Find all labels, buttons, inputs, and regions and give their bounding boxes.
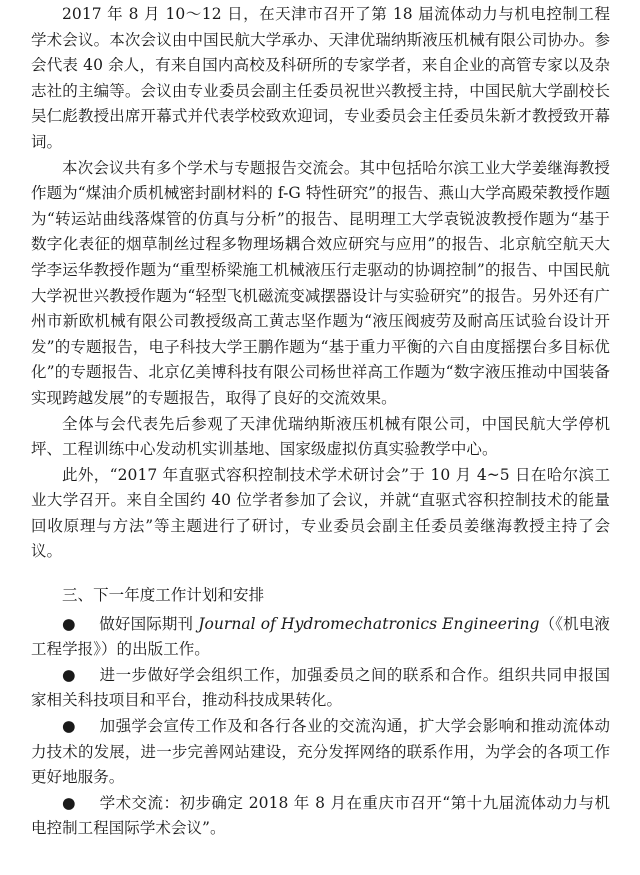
bullet-icon: ● — [62, 717, 76, 736]
bullet-text-before: 做好国际期刊 — [99, 614, 199, 633]
paragraph-conference-overview: 2017 年 8 月 10～12 日，在天津市召开了第 18 届流体动力与机电控制工程学术会议。本次会议由中国民航大学承办、天津优瑞纳斯液压机械有限公司协办。参会代表 40 余人，有来自国内高校及科研所的专家学者，来自企业的高管专家以及杂志社的主编等。会议由专业委员会副主任委员祝世兴教授主持，中国民航大学副校长吴仁彪教授出席开幕式并代表学校致欢迎词，专业委员会主任委员朱新才教授致开幕词。 — [31, 5, 610, 151]
paragraph-seminar: 此外，“2017 年直驱式容积控制技术学术研讨会”于 10 月 4~5 日在哈尔滨工业大学召开。来自全国约 40 位学者参加了会议，并就“直驱式容积控制技术的能量回收原理与方法”等主题进行了研讨，专业委员会副主任委员姜继海教授主持了会议。 — [31, 465, 610, 561]
bullet-item-organization — [31, 663, 610, 714]
section-heading: 三、下一年度工作计划和安排 — [62, 586, 265, 605]
bullet-text: 学术交流：初步确定 2018 年 8 月在重庆市召开“第十九届流体动力与机电控制工程国际学术会议”。 — [31, 793, 610, 838]
paragraph-site-visits: 全体与会代表先后参观了天津优瑞纳斯液压机械有限公司，中国民航大学停机坪、工程训练中心发动机实训基地、国家级虚拟仿真实验教学中心。 — [31, 414, 610, 459]
bullet-item-academic-exchange — [31, 791, 610, 842]
journal-title: Journal of Hydromechatronics Engineering — [198, 614, 540, 633]
bullet-item-journal — [31, 612, 610, 663]
bullet-text: 进一步做好学会组织工作，加强委员之间的联系和合作。组织共同申报国家相关科技项目和平台，推动科技成果转化。 — [31, 665, 610, 710]
bullet-icon: ● — [62, 793, 76, 812]
bullet-icon: ● — [62, 665, 76, 684]
section-spacer — [31, 565, 610, 583]
bullet-text: 加强学会宣传工作及和各行各业的交流沟通，扩大学会影响和推动流体动力技术的发展，进一步完善网站建设，充分发挥网络的联系作用，为学会的各项工作更好地服务。 — [31, 717, 610, 787]
bullet-icon: ● — [62, 614, 76, 633]
bullet-item-publicity — [31, 714, 610, 791]
bullet-text-after: （《机电液工程学报》）的出版工作。 — [31, 614, 610, 659]
paragraph-academic-reports: 本次会议共有多个学术与专题报告交流会。其中包括哈尔滨工业大学姜继海教授作题为“煤油介质机械密封副材料的 f-G 特性研究”的报告、燕山大学高殿荣教授作题为“转运站曲线落煤管的仿真与分析”的报告、昆明理工大学袁锐波教授作题为“基于数字化表征的烟草制丝过程多物理场耦合效应研究与应用”的报告、北京航空航天大学李运华教授作题为“重型桥梁施工机械液压行走驱动的协调控制”的报告、中国民航大学祝世兴教授作题为“轻型飞机磁流变减摆器设计与实验研究”的报告。另外还有广州市新欧机械有限公司教授级高工黄志坚作题为“液压阀疲劳及耐高压试验台设计开发”的专题报告，电子科技大学王鹏作题为“基于重力平衡的六自由度摇摆台多目标优化”的专题报告、北京亿美博科技有限公司杨世祥高工作题为“数字液压推动中国装备实现跨越发展”的专题报告，取得了良好的交流效果。 — [31, 158, 610, 407]
